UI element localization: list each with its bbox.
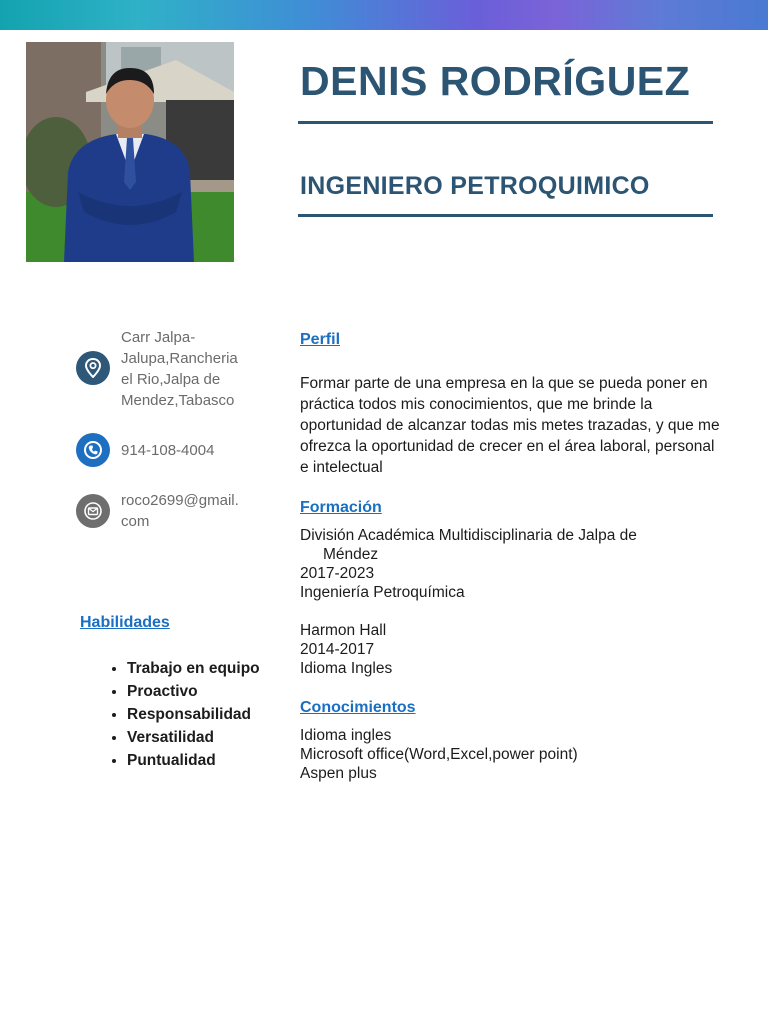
profile-photo (26, 42, 234, 262)
education-heading: Formación (300, 499, 382, 516)
knowledge-heading: Conocimientos (300, 699, 416, 716)
education-institution-cont: Méndez (323, 546, 379, 563)
list-item: • Puntualidad (127, 749, 297, 772)
knowledge-block (300, 726, 720, 783)
candidate-name: DENIS RODRÍGUEZ (300, 58, 691, 104)
location-pin-icon (76, 351, 110, 385)
email-icon (76, 494, 110, 528)
skills-heading: Habilidades (80, 614, 170, 631)
education-institution: Harmon Hall (300, 622, 387, 639)
name-divider (298, 121, 713, 124)
list-item: • Trabajo en equipo (127, 657, 297, 680)
education-program: Ingeniería Petroquímica (300, 584, 465, 601)
profile-text: Formar parte de una empresa en la que se pueda poner en práctica todos mis conocimientos, que me brinde la oportunidad de alcanzar todas mis metes trazadas, y que me ofrezca la oportunidad de crecer en el área laboral, personal e intelectual (300, 375, 720, 476)
skills-list (104, 657, 297, 772)
profile-heading: Perfil (300, 331, 341, 348)
education-years: 2017-2023 (300, 565, 375, 582)
list-item: • Responsabilidad (127, 703, 297, 726)
education-block (300, 526, 720, 678)
education-spacer (300, 602, 720, 621)
education-program: Idioma Ingles (300, 660, 393, 677)
education-institution: División Académica Multidisciplinaria de Jalpa de (300, 527, 637, 544)
contact-phone: 914-108-4004 (121, 442, 215, 459)
phone-icon (76, 433, 110, 467)
top-gradient-band (0, 0, 768, 30)
contact-email: roco2699@gmail. com (121, 492, 239, 530)
list-item: • Proactivo (127, 680, 297, 703)
list-item: Aspen plus (300, 765, 377, 782)
title-divider (298, 214, 713, 217)
contact-address: Carr Jalpa- Jalupa,Rancheria el Rio,Jalpa de Mendez,Tabasco (121, 329, 238, 409)
list-item: Microsoft office(Word,Excel,power point) (300, 746, 578, 763)
education-years: 2014-2017 (300, 641, 375, 658)
list-item: Idioma ingles (300, 727, 392, 744)
job-title: INGENIERO PETROQUIMICO (300, 172, 650, 200)
list-item: • Versatilidad (127, 726, 297, 749)
